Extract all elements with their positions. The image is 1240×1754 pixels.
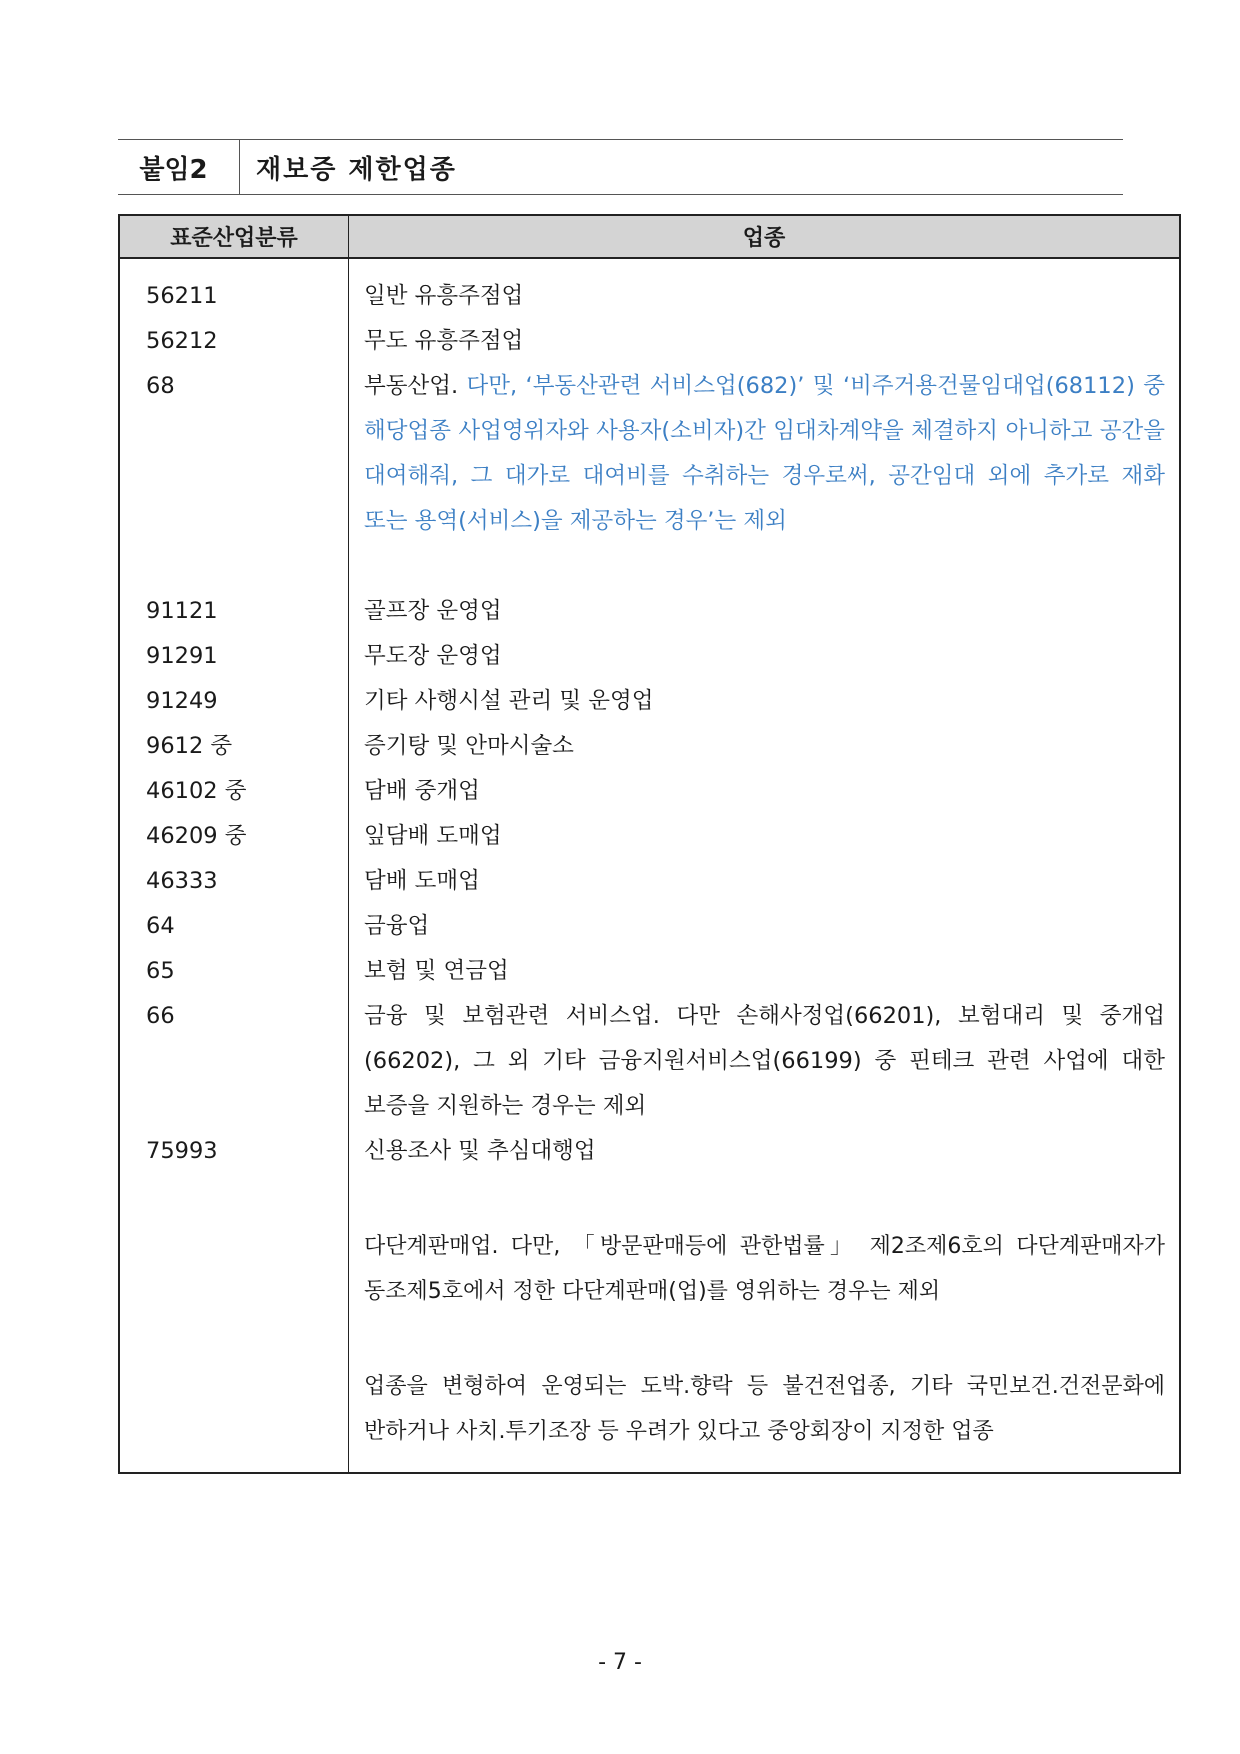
industry-desc: 골프장 운영업: [364, 598, 502, 624]
table-row: [120, 319, 1179, 364]
industry-desc: 담배 중개업: [364, 778, 480, 804]
spacer: [120, 1314, 1179, 1364]
industry-code: 46333: [146, 868, 218, 894]
industry-desc: 일반 유흥주점업: [364, 283, 524, 309]
industry-code: 75993: [146, 1138, 218, 1164]
industry-desc: 보험 및 연금업: [364, 958, 509, 984]
table-row: [120, 679, 1179, 724]
table-row-note: [120, 1364, 1179, 1454]
industry-desc-with-exception: [348, 364, 1179, 544]
industry-code: 46209 중: [146, 823, 247, 849]
industry-desc-main: 부동산업.: [364, 373, 459, 399]
industry-desc: 무도장 운영업: [364, 643, 502, 669]
table-row-note: [120, 1224, 1179, 1314]
page-number: - 7 -: [598, 1650, 642, 1675]
industry-desc: 잎담배 도매업: [364, 823, 502, 849]
spacer: [120, 1174, 1179, 1224]
industry-desc: 증기탕 및 안마시술소: [364, 733, 574, 759]
table-body: [120, 274, 1179, 1454]
table-row: [120, 814, 1179, 859]
table-header: [120, 216, 1179, 259]
industry-desc: 기타 사행시설 관리 및 운영업: [364, 688, 654, 714]
table-row: [120, 769, 1179, 814]
exception-note-highlighted: 다만, ‘부동산관련 서비스업(682)’ 및 ‘비주거용건물임대업(68112) 중 해당업종 사업영위자와 사용자(소비자)간 임대차계약을 체결하지 아니하고 공간을 대여해줘, 그 대가로 대여비를 수취하는 경우로써, 공간임대 외에 추가로 재화 또는 용역(서비스)을 제공하는 경우’는 제외: [364, 373, 1165, 534]
industry-desc: 무도 유흥주점업: [364, 328, 524, 354]
note-multilevel-marketing: 다단계판매업. 다만, 「방문판매등에 관한법률」 제2조제6호의 다단계판매자가 동조제5호에서 정한 다단계판매(업)를 영위하는 경우는 제외: [364, 1234, 1165, 1304]
industry-code: 9612 중: [146, 733, 233, 759]
industry-desc: 금융 및 보험관련 서비스업. 다만 손해사정업(66201), 보험대리 및 중개업(66202), 그 외 기타 금융지원서비스업(66199) 중 핀테크 관련 사업에 대한 보증을 지원하는 경우는 제외: [364, 1003, 1165, 1119]
empty-code-cell: [120, 1364, 348, 1454]
industry-code: 66: [146, 1003, 175, 1029]
industry-desc: 신용조사 및 추심대행업: [364, 1138, 596, 1164]
industry-code: 46102 중: [146, 778, 247, 804]
restricted-industry-table: [118, 214, 1181, 1474]
empty-code-cell: [120, 1224, 348, 1314]
industry-code: 56211: [146, 283, 218, 309]
table-row: [120, 1129, 1179, 1174]
table-row: [120, 904, 1179, 949]
industry-desc: 담배 도매업: [364, 868, 480, 894]
industry-code: 91121: [146, 598, 218, 624]
attachment-title-bar: [118, 139, 1123, 195]
note-designated-industries: 업종을 변형하여 운영되는 도박.향락 등 불건전업종, 기타 국민보건.건전문화에 반하거나 사치.투기조장 등 우려가 있다고 중앙회장이 지정한 업종: [364, 1374, 1165, 1444]
industry-code: 65: [146, 958, 175, 984]
table-row: [120, 994, 1179, 1129]
table-row: [120, 274, 1179, 319]
table-row: [120, 364, 1179, 544]
industry-code: 91291: [146, 643, 218, 669]
industry-code: 91249: [146, 688, 218, 714]
spacer: [120, 544, 1179, 589]
industry-code: 56212: [146, 328, 218, 354]
page-title: 재보증 제한업종: [256, 154, 457, 185]
table-row: [120, 589, 1179, 634]
industry-desc: 금융업: [364, 913, 430, 939]
table-row: [120, 634, 1179, 679]
industry-code: 68: [146, 373, 175, 399]
table-row: [120, 949, 1179, 994]
attachment-label: 붙임2: [118, 140, 240, 194]
industry-code: 64: [146, 913, 175, 939]
table-row: [120, 724, 1179, 769]
table-row: [120, 859, 1179, 904]
column-header-classification: 표준산업분류: [120, 216, 349, 257]
column-header-industry: 업종: [742, 226, 786, 251]
